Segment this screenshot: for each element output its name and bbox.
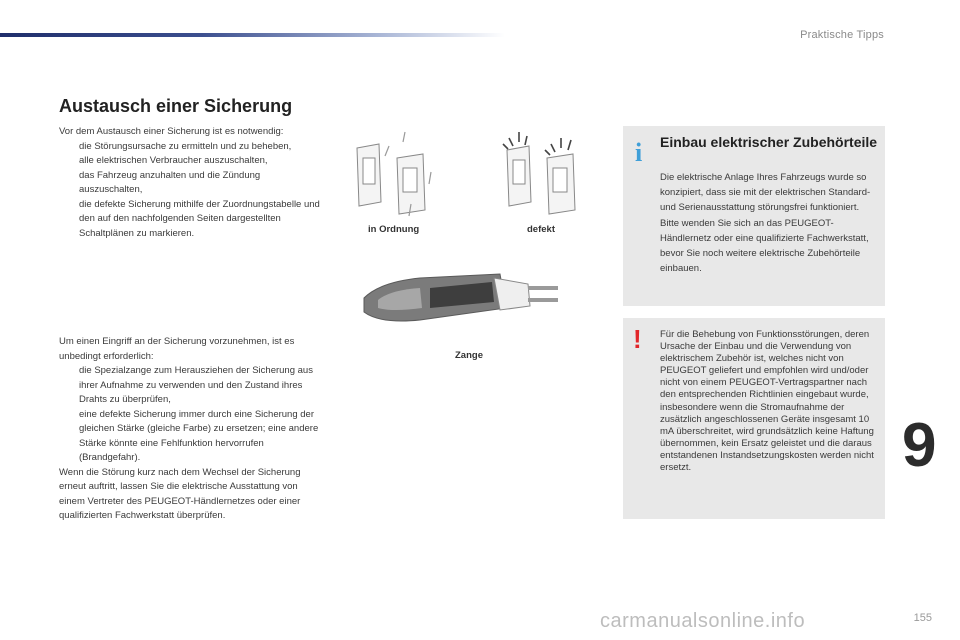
list-item: eine defekte Sicherung immer durch eine Sicherung der gleichen Stärke (gleiche Farbe) zu ersetzen; eine andere Stärke könnte eine Fehlfunktion hervorrufen (Brandgefahr). [59, 408, 321, 466]
section-title: Praktische Tipps [800, 29, 884, 41]
procedure-section [59, 335, 321, 524]
warning-icon: ! [633, 324, 642, 354]
fuse-ok-caption: in Ordnung [368, 224, 420, 235]
info-text: Die elektrische Anlage Ihres Fahrzeugs wurde so konzipiert, dass sie mit der elektrischen Standard- und Serienausstattung störungsfrei funktioniert. Bitte wenden Sie sich an das PEUGEOT-Händlernetz oder eine qualifizierte Fachwerkstatt, bevor Sie noch weitere elektrische Zubehörteile einbauen. [660, 172, 871, 275]
fuse-pliers-illustration [360, 268, 565, 340]
bullet-icon [59, 154, 79, 169]
bullet-icon [59, 169, 79, 198]
header-gradient-bar [0, 33, 505, 37]
fuse-ok-illustration [345, 128, 445, 220]
warning-box [623, 318, 885, 519]
fuse-defective-illustration [493, 128, 593, 220]
bullet-icon [59, 198, 79, 242]
list-item: das Fahrzeug anzuhalten und die Zündung auszuschalten, [59, 169, 321, 198]
watermark: carmanualsonline.info [600, 610, 806, 632]
intro-section [59, 125, 321, 241]
page-number: 155 [913, 612, 932, 624]
info-box [623, 126, 885, 306]
bullet-icon [59, 408, 79, 466]
warning-text: Für die Behebung von Funktionsstörungen, deren Ursache der Einbau und die Verwendung von elektrischem Zubehör ist, welches nicht von PEUGEOT geliefert und empfohlen wird und/oder nicht von einem PEUGEOT-Vertragspartner nach den entsprechenden Richtlinien eingebaut wurde, insbesondere wenn die Stromaufnahme der zusätzlich angeschlossenen Geräte insgesamt 10 mA überschreitet, wird grundsätzlich keine Haftung übernommen, kein Ersatz geleistet und die daraus entstandenen Instandsetzungskosten werden nicht ersetzt. [660, 329, 874, 474]
list-item: alle elektrischen Verbraucher auszuschalten, [59, 154, 321, 169]
info-title: Einbau elektrischer Zubehörteile [660, 134, 878, 150]
bullet-icon [59, 140, 79, 155]
procedure-lead: Um einen Eingriff an der Sicherung vorzunehmen, ist es unbedingt erforderlich: [59, 336, 295, 362]
procedure-closing: Wenn die Störung kurz nach dem Wechsel der Sicherung erneut auftritt, lassen Sie die elektrische Ausstattung von einem Vertreter des PEUGEOT-Händlernetzes oder einer qualifizierten Fachwerkstatt überprüfen. [59, 466, 301, 521]
fuse-defective-caption: defekt [527, 224, 555, 235]
chapter-number: 9 [902, 411, 937, 480]
list-item: die defekte Sicherung mithilfe der Zuordnungstabelle und den auf den nachfolgenden Seiten dargestellten Schaltplänen zu markieren. [59, 198, 321, 242]
list-item: die Störungsursache zu ermitteln und zu beheben, [59, 140, 321, 155]
page-title: Austausch einer Sicherung [59, 96, 293, 116]
info-icon: i [635, 138, 643, 167]
bullet-icon [59, 364, 79, 408]
list-item: die Spezialzange zum Herausziehen der Sicherung aus ihrer Aufnahme zu verwenden und den Zustand ihres Drahts zu überprüfen, [59, 364, 321, 408]
intro-lead: Vor dem Austausch einer Sicherung ist es notwendig: [59, 126, 284, 137]
pliers-caption: Zange [455, 350, 483, 361]
